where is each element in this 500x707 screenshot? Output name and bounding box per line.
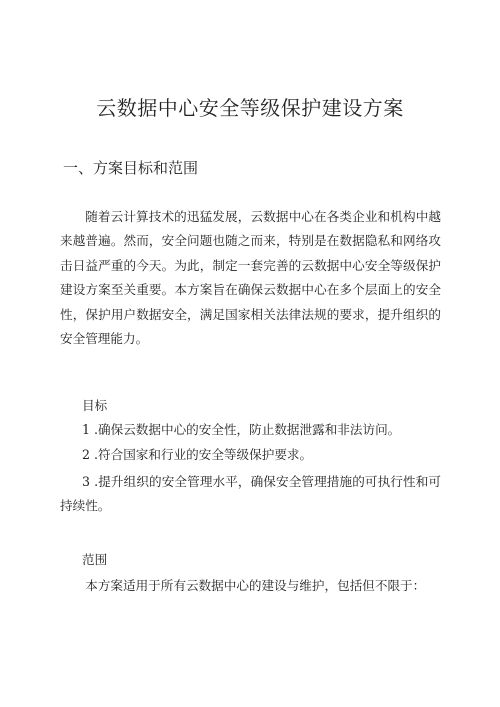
goal-item: 1 .确保云数据中心的安全性，防止数据泄露和非法访问。 xyxy=(82,422,401,437)
section-heading-goals-scope: 一、方案目标和范围 xyxy=(63,159,199,177)
goals-heading: 目标 xyxy=(82,398,108,413)
goal-item: 3 .提升组织的安全管理水平，确保安全管理措施的可执行性和可持续性。 xyxy=(60,474,441,514)
scope-paragraph: 本方案适用于所有云数据中心的建设与维护，包括但不限于： xyxy=(85,578,426,593)
goal-item: 2 .符合国家和行业的安全等级保护要求。 xyxy=(82,447,313,462)
document-title: 云数据中心安全等级保护建设方案 xyxy=(96,96,404,120)
intro-paragraph: 随着云计算技术的迅猛发展，云数据中心在各类企业和机构中越来越普遍。然而，安全问题也随之而来，特别是在数据隐私和网络攻击日益严重的今天。为此，制定一套完善的云数据中心安全等级保护建设方案至关重要。本方案旨在确保云数据中心在多个层面上的安全性，保护用户数据安全，满足国家相关法律法规的要求，提升组织的安全管理能力。 xyxy=(60,209,441,347)
scope-heading: 范围 xyxy=(82,552,108,567)
